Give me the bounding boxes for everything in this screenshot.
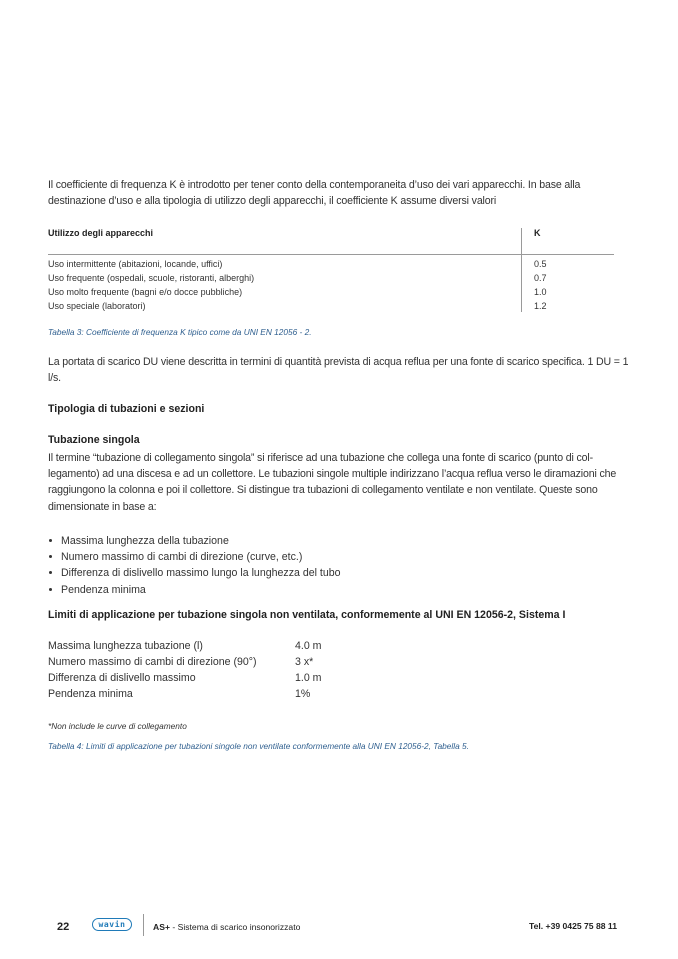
list-item	[48, 533, 341, 549]
table-header-usage: Utilizzo degli apparecchi	[48, 228, 154, 238]
table-row	[48, 259, 614, 273]
table-header-divider	[48, 254, 614, 255]
row-value: 1.0 m	[295, 672, 322, 684]
intro-paragraph: Il coefficiente di frequenza K è introdotto per tener conto della contemporaneita d’uso dei vari apparecchi. In base alla destinazione d’uso e alla tipologia di utilizzo degli apparecchi, il coefficiente K assume diversi valori	[48, 179, 581, 208]
table-row	[48, 273, 614, 287]
row-value: 1.0	[534, 287, 547, 297]
wavin-logo: wavin	[92, 918, 132, 931]
bullet-icon	[49, 539, 52, 542]
row-label: Differenza di dislivello massimo	[48, 672, 196, 684]
list-item-text: Differenza di dislivello massimo lungo la lunghezza del tubo	[61, 567, 341, 580]
table-header-k: K	[534, 228, 541, 238]
row-label: Uso frequente (ospedali, scuole, ristoranti, alberghi)	[48, 273, 255, 283]
row-value: 1%	[295, 688, 311, 700]
limits-heading: Limiti di applicazione per tubazione singola non ventilata, conformemente al UNI EN 12056-2, Sistema I	[48, 609, 566, 621]
row-value: 4.0 m	[295, 640, 322, 652]
subsection-heading: Tubazione singola	[48, 434, 140, 446]
list-item	[48, 582, 341, 598]
subsection-paragraph: Il termine “tubazione di collegamento singola” si riferisce ad una tubazione che collega una fonte di scarico (punto di col-legamento) ad una discesa e ad un collettore. Le tubazioni singole multiple indirizzano l’acqua reflua verso le diramazioni che raggiungono la colonna e poi il collettore. Si distingue tra tubazioni di collegamento ventilate e non ventilate. Queste sono dimensionate in base a:	[48, 452, 617, 513]
table-row	[48, 287, 614, 301]
row-label: Numero massimo di cambi di direzione (90°)	[48, 656, 257, 668]
row-label: Massima lunghezza tubazione (l)	[48, 640, 203, 652]
row-label: Uso molto frequente (bagni e/o docce pubbliche)	[48, 287, 243, 297]
row-label: Uso intermittente (abitazioni, locande, uffici)	[48, 259, 223, 269]
bullet-icon	[49, 555, 52, 558]
page-number: 22	[57, 921, 70, 933]
frequency-coefficient-table	[48, 228, 614, 314]
list-item-text: Pendenza minima	[61, 583, 146, 596]
row-value: 3 x*	[295, 656, 314, 668]
bullet-icon	[49, 571, 52, 574]
table4-caption: Tabella 4: Limiti di applicazione per tubazioni singole non ventilate conformemente alla UNI EN 12056-2, Tabella 5.	[48, 741, 469, 751]
row-label: Uso speciale (laboratori)	[48, 301, 146, 311]
table3-caption: Tabella 3: Coefficiente di frequenza K tipico come da UNI EN 12056 - 2.	[48, 327, 312, 337]
product-subtitle: - Sistema di scarico insonorizzato	[169, 922, 301, 932]
list-item	[48, 549, 341, 565]
list-item-text: Numero massimo di cambi di direzione (curve, etc.)	[61, 551, 303, 564]
row-label: Pendenza minima	[48, 688, 133, 700]
du-paragraph: La portata di scarico DU viene descritta in termini di quantità prevista di acqua reflua per una fonte di scarico specifica. 1 DU = 1 l/s.	[48, 356, 629, 385]
table-row	[48, 301, 614, 315]
row-value: 0.7	[534, 273, 547, 283]
footer-title	[153, 922, 300, 932]
row-value: 0.5	[534, 259, 547, 269]
row-value: 1.2	[534, 301, 547, 311]
criteria-list	[48, 533, 341, 598]
bullet-icon	[49, 588, 52, 591]
footer-divider	[143, 914, 144, 936]
product-name: AS+	[153, 922, 170, 932]
list-item-text: Massima lunghezza della tubazione	[61, 535, 229, 547]
list-item	[48, 565, 341, 581]
footer-phone: Tel. +39 0425 75 88 11	[529, 921, 618, 931]
limits-footnote: *Non include le curve di collegamento	[48, 721, 187, 731]
section-heading: Tipologia di tubazioni e sezioni	[48, 403, 205, 415]
